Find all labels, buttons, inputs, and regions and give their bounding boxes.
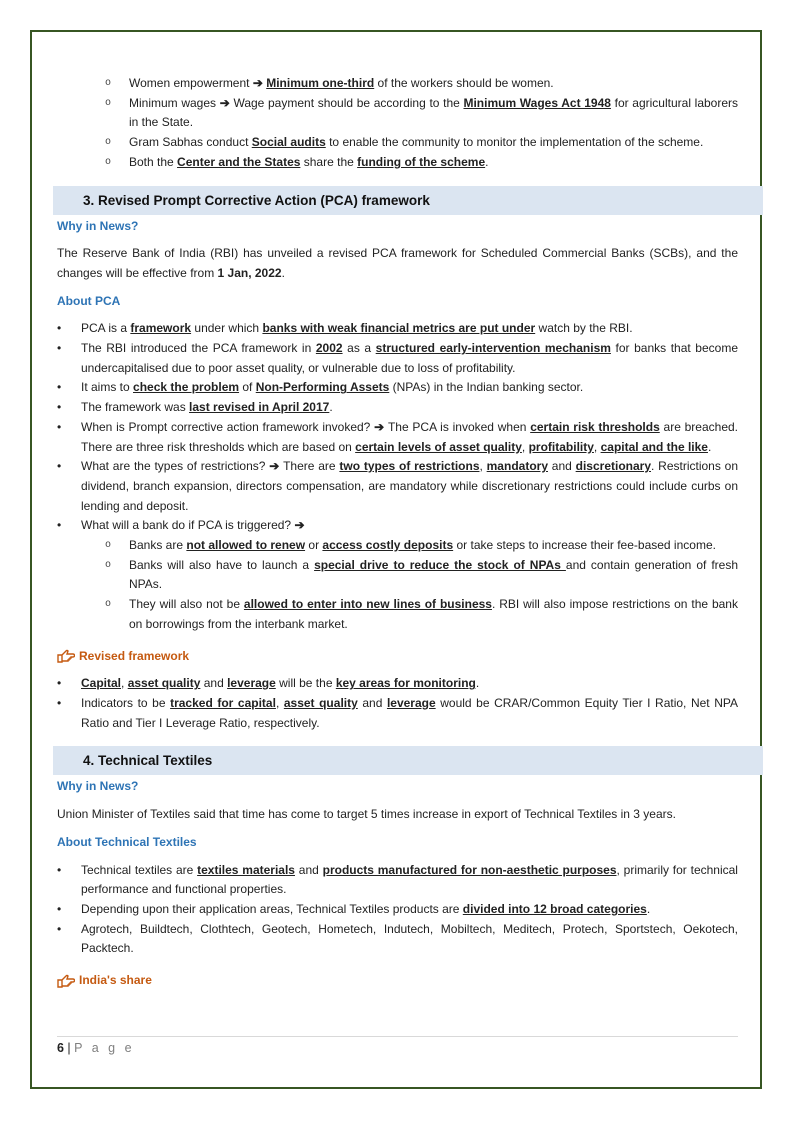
list-item: o Gram Sabhas conduct Social audits to enable the community to monitor the implementation of the scheme. — [57, 133, 738, 153]
top-sublist — [57, 74, 738, 173]
section-heading-pca: 3. Revised Prompt Corrective Action (PCA) framework — [53, 186, 763, 215]
revised-bullets — [57, 674, 738, 733]
list-item: • Indicators to be tracked for capital, asset quality and leverage would be CRAR/Common Equity Tier I Ratio, Net NPA Ratio and Tier I Leverage Ratio, respectively. — [57, 694, 738, 733]
list-item: • What will a bank do if PCA is triggered? ➔ — [57, 516, 738, 536]
list-item: o Minimum wages ➔ Wage payment should be according to the Minimum Wages Act 1948 for agricultural laborers in the State. — [57, 94, 738, 133]
list-item: • Technical textiles are textiles materials and products manufactured for non-aesthetic purposes, primarily for technical performance and functional properties. — [57, 861, 738, 900]
page-content — [57, 74, 738, 991]
revised-framework-heading: Revised framework — [57, 647, 738, 667]
indias-share-heading: India's share — [57, 971, 738, 991]
list-item: • What are the types of restrictions? ➔ There are two types of restrictions, mandatory and discretionary. Restrictions on dividend, branch expansion, directors compensation, are mandatory while discretionary restrictions could include curbs on lending and deposit. — [57, 457, 738, 516]
list-item: • PCA is a framework under which banks with weak financial metrics are put under watch by the RBI. — [57, 319, 738, 339]
pca-bullets — [57, 319, 738, 634]
section-heading-technical-textiles: 4. Technical Textiles — [53, 746, 763, 775]
page-footer — [57, 1036, 738, 1055]
list-item: o Women empowerment ➔ Minimum one-third of the workers should be women. — [57, 74, 738, 94]
page-label: P a g e — [74, 1041, 135, 1055]
footer-separator: | — [63, 1041, 75, 1055]
about-pca-label: About PCA — [57, 293, 121, 308]
list-item: • Depending upon their application areas, Technical Textiles products are divided into 12 broad categories. — [57, 900, 738, 920]
textiles-bullets — [57, 861, 738, 960]
about-technical-textiles-label: About Technical Textiles — [57, 834, 197, 849]
pointing-hand-icon — [57, 649, 75, 663]
list-item: • Capital, asset quality and leverage will be the key areas for monitoring. — [57, 674, 738, 694]
why-in-news-label: Why in News? — [57, 218, 139, 233]
pointing-hand-icon — [57, 974, 75, 988]
list-item: o Both the Center and the States share the funding of the scheme. — [57, 153, 738, 173]
list-item: • It aims to check the problem of Non-Performing Assets (NPAs) in the Indian banking sector. — [57, 378, 738, 398]
list-item: • The framework was last revised in April 2017. — [57, 398, 738, 418]
why-in-news-label: Why in News? — [57, 779, 139, 794]
list-item: o They will also not be allowed to enter into new lines of business. RBI will also impose restrictions on the bank on borrowings from the interbank market. — [57, 595, 738, 634]
list-item: • Agrotech, Buildtech, Clothtech, Geotech, Hometech, Indutech, Mobiltech, Meditech, Protech, Sportstech, Oekotech, Packtech. — [57, 920, 738, 959]
news-paragraph: The Reserve Bank of India (RBI) has unveiled a revised PCA framework for Scheduled Commercial Banks (SCBs), and the changes will be effective from 1 Jan, 2022. — [57, 246, 738, 280]
list-item: • When is Prompt corrective action framework invoked? ➔ The PCA is invoked when certain risk thresholds are breached. There are three risk thresholds which are based on certain levels of asset quality, profitability, capital and the like. — [57, 418, 738, 457]
list-item: o Banks are not allowed to renew or access costly deposits or take steps to increase their fee-based income. — [57, 536, 738, 556]
page-number: 6 — [57, 1041, 64, 1055]
list-item: o Banks will also have to launch a special drive to reduce the stock of NPAs and contain generation of fresh NPAs. — [57, 556, 738, 595]
list-item: • The RBI introduced the PCA framework in 2002 as a structured early-intervention mechanism for banks that become undercapitalised due to poor asset quality, or vulnerable due to loss of profitability. — [57, 339, 738, 378]
news-paragraph: Union Minister of Textiles said that time has come to target 5 times increase in export of Technical Textiles in 3 years. — [57, 807, 676, 822]
